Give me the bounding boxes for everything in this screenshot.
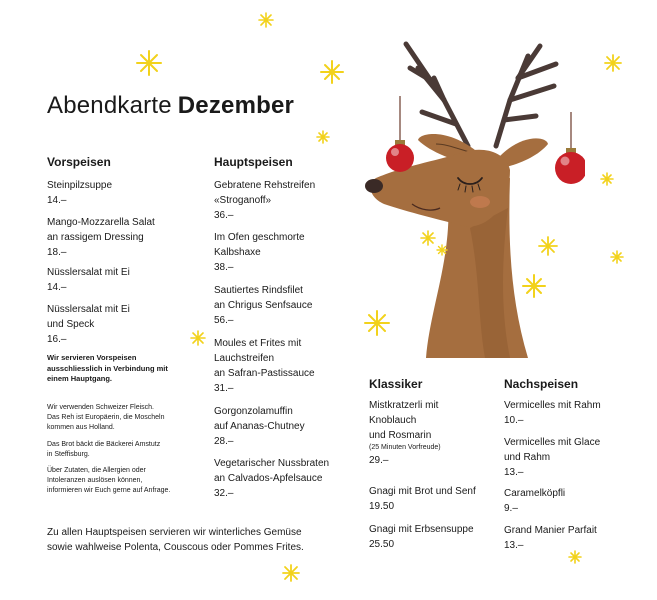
star-icon	[610, 250, 624, 264]
menu-item	[47, 178, 112, 208]
star-icon	[320, 60, 344, 84]
notice-line: einem Hauptgang.	[47, 374, 113, 383]
item-price: 29.–	[369, 455, 389, 466]
hauptspeisen-heading: Hauptspeisen	[214, 155, 293, 169]
footer-note	[47, 525, 304, 555]
item-name: Caramelköpfli	[504, 488, 566, 499]
item-price: 36.–	[214, 210, 234, 221]
title-light: Abendkarte	[47, 92, 172, 119]
star-icon	[436, 244, 448, 256]
star-icon	[600, 172, 614, 186]
note-line: kommen aus Holland.	[47, 424, 115, 431]
ornament-right	[555, 148, 585, 184]
note-line: Über Zutaten, die Allergien oder	[47, 467, 146, 474]
item-name: und Speck	[47, 319, 95, 330]
menu-item	[214, 283, 312, 328]
star-icon	[538, 236, 558, 256]
item-price: 14.–	[47, 195, 67, 206]
item-name: Sautiertes Rindsfilet	[214, 285, 303, 296]
info-note-allergy	[47, 466, 170, 496]
item-name: und Rahm	[504, 452, 551, 463]
item-name: Gnagi mit Erbsensuppe	[369, 524, 474, 535]
item-name: Kalbshaxe	[214, 247, 261, 258]
item-name: auf Ananas-Chutney	[214, 421, 305, 432]
item-price: 13.–	[504, 467, 524, 478]
menu-item	[504, 398, 601, 428]
star-icon	[282, 564, 300, 582]
item-name: und Rosmarin	[369, 430, 432, 441]
vorspeisen-notice	[47, 353, 168, 385]
item-note: (25 Minuten Vorfreude)	[369, 444, 441, 451]
item-name: Vermicelles mit Rahm	[504, 400, 601, 411]
menu-item	[369, 522, 474, 552]
note-line: Das Brot bäckt die Bäckerei Amstutz	[47, 441, 161, 448]
vorspeisen-heading: Vorspeisen	[47, 155, 111, 169]
star-icon	[190, 330, 206, 346]
notice-line: ausschliesslich in Verbindung mit	[47, 363, 168, 373]
menu-item	[504, 486, 565, 516]
item-price: 32.–	[214, 488, 234, 499]
item-name: an Calvados-Apfelsauce	[214, 473, 323, 484]
menu-item	[47, 215, 155, 260]
menu-item	[369, 398, 441, 468]
item-name: Gorgonzolamuffin	[214, 406, 293, 417]
ornament-left	[386, 140, 414, 172]
item-name: Nüsslersalat mit Ei	[47, 267, 130, 278]
item-price: 13.–	[504, 540, 524, 551]
item-price: 19.50	[369, 501, 395, 512]
item-name: «Stroganoff»	[214, 195, 272, 206]
item-price: 28.–	[214, 436, 234, 447]
menu-item	[47, 265, 130, 295]
menu-item	[214, 456, 329, 501]
menu-item	[47, 302, 130, 347]
note-line: Wir verwenden Schweizer Fleisch.	[47, 404, 154, 411]
info-note-bread	[47, 440, 160, 460]
note-line: informieren wir Euch gerne auf Anfrage.	[47, 487, 171, 494]
reindeer-illustration	[360, 28, 585, 358]
item-price: 9.–	[504, 503, 518, 514]
item-price: 14.–	[47, 282, 67, 293]
item-name: Vegetarischer Nussbraten	[214, 458, 330, 469]
item-price: 16.–	[47, 334, 67, 345]
note-line: Intoleranzen auslösen können,	[47, 477, 143, 484]
item-name: Im Ofen geschmorte	[214, 232, 305, 243]
star-icon	[522, 274, 546, 298]
note-line: in Steffisburg.	[47, 451, 90, 458]
item-price: 25.50	[369, 539, 395, 550]
item-price: 18.–	[47, 247, 67, 258]
item-name: Steinpilzsuppe	[47, 180, 113, 191]
notice-line: Wir servieren Vorspeisen	[47, 353, 137, 362]
deer-nose	[365, 179, 383, 193]
footer-line: Zu allen Hauptspeisen servieren wir winterliches Gemüse	[47, 527, 302, 538]
item-name: Vermicelles mit Glace	[504, 437, 601, 448]
item-name: an rassigem Dressing	[47, 232, 144, 243]
antler-icon	[406, 44, 556, 146]
item-price: 10.–	[504, 415, 524, 426]
menu-item	[214, 230, 305, 275]
item-name: Lauchstreifen	[214, 353, 275, 364]
item-name: an Safran-Pastissauce	[214, 368, 315, 379]
nachspeisen-heading: Nachspeisen	[504, 377, 579, 391]
page-title	[47, 92, 294, 120]
item-name: Mistkratzerli mit	[369, 400, 439, 411]
item-name: an Chrigus Senfsauce	[214, 300, 313, 311]
star-icon	[420, 230, 436, 246]
menu-item	[214, 178, 315, 223]
item-price: 56.–	[214, 315, 234, 326]
star-icon	[604, 54, 622, 72]
item-price: 31.–	[214, 383, 234, 394]
star-icon	[136, 50, 162, 76]
info-note-meat	[47, 403, 165, 433]
star-icon	[364, 310, 390, 336]
item-name: Knoblauch	[369, 415, 417, 426]
footer-line: sowie wahlweise Polenta, Couscous oder Pommes Frites.	[47, 542, 304, 553]
item-name: Moules et Frites mit	[214, 338, 302, 349]
item-name: Gnagi mit Brot und Senf	[369, 486, 476, 497]
note-line: Das Reh ist Europäerin, die Moscheln	[47, 414, 165, 421]
star-icon	[568, 550, 582, 564]
menu-item	[214, 336, 315, 396]
title-bold: Dezember	[177, 92, 295, 119]
item-price: 38.–	[214, 262, 234, 273]
item-name: Gebratene Rehstreifen	[214, 180, 316, 191]
menu-item	[214, 404, 305, 449]
menu-item	[504, 523, 597, 553]
menu-item	[504, 435, 600, 480]
item-name: Mango-Mozzarella Salat	[47, 217, 155, 228]
star-icon	[258, 12, 274, 28]
item-name: Nüsslersalat mit Ei	[47, 304, 130, 315]
star-icon	[316, 130, 330, 144]
item-name: Grand Manier Parfait	[504, 525, 597, 536]
menu-item	[369, 484, 476, 514]
klassiker-heading: Klassiker	[369, 377, 423, 391]
